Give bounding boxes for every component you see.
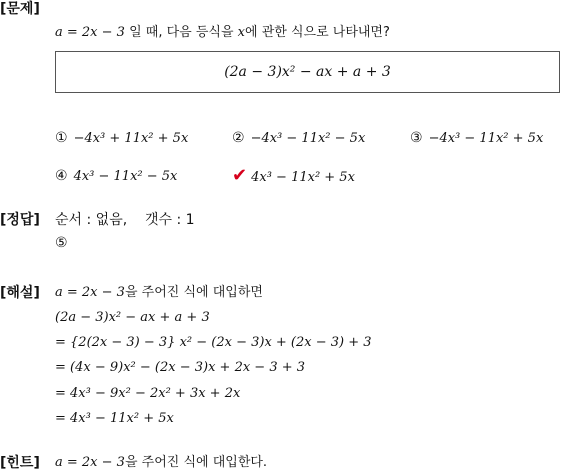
solution-step-5: = 4x³ − 11x² + 5x [55,411,174,426]
solution-step-4: = 4x³ − 9x² − 2x² + 3x + 2x [55,386,241,401]
solution-intro-expression: a = 2x − 3 [55,285,125,300]
solution-step-2: = {2(2x − 3) − 3} x² − (2x − 3)x + (2x − 3) + 3 [55,335,372,350]
solution-step-3: = (4x − 9)x² − (2x − 3)x + 2x − 3 + 3 [55,360,306,375]
hint-expression: a = 2x − 3 [55,455,125,470]
choice-4[interactable] [55,167,177,186]
solution-intro-text: 을 주어진 식에 대입하면 [124,285,263,300]
statement-text: 일 때, 다음 등식을 [129,25,234,40]
choice-number: ① [55,130,68,146]
answer-value: ⑤ [55,235,68,251]
equation-box [55,51,560,93]
choice-2[interactable] [232,129,365,148]
answer-label: [정답] [0,212,40,228]
solution-intro [55,284,263,302]
hint-body: 을 주어진 식에 대입한다. [124,455,268,470]
answer-count: 갯수 : 1 [144,212,195,228]
statement-text-2: 에 관한 식으로 나타내면? [245,25,390,40]
choice-1[interactable] [55,129,188,148]
choice-number: ④ [55,168,68,184]
solution-step-1: (2a − 3)x² − ax + a + 3 [55,310,210,325]
answer-order: 순서 : 없음, [55,212,128,228]
condition-expression: a = 2x − 3 [55,25,125,40]
choice-expression: 4x³ − 11x² + 5x [251,170,355,185]
choice-expression: −4x³ + 11x² + 5x [73,131,189,146]
check-mark-icon: ✔ [232,165,248,186]
choice-expression: −4x³ − 11x² − 5x [250,131,366,146]
choice-expression: −4x³ − 11x² + 5x [428,131,544,146]
choice-number: ③ [410,130,423,146]
problem-statement [55,24,390,42]
equation-expression: (2a − 3)x² − ax + a + 3 [224,64,391,80]
choice-5[interactable] [232,167,355,187]
solution-label: [해설] [0,285,40,301]
choice-expression: 4x³ − 11x² − 5x [73,169,178,184]
hint-label: [힌트] [0,455,40,471]
hint-text [55,454,267,472]
answer-info [55,211,195,229]
variable-x: x [237,25,246,40]
choice-number: ② [232,130,245,146]
choice-3[interactable] [410,129,543,148]
problem-label: [문제] [0,1,40,17]
